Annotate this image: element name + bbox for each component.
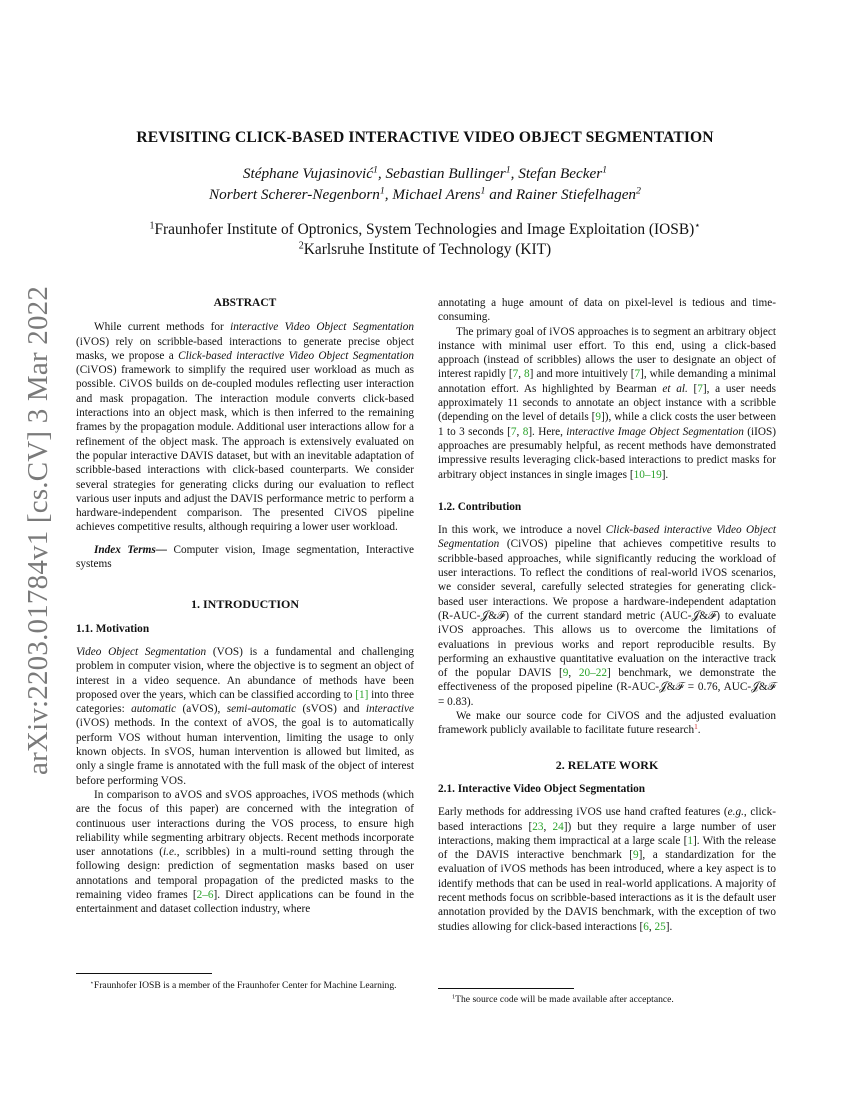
citation-link[interactable]: 7 [697,382,703,395]
abstract-heading: ABSTRACT [213,297,277,309]
affiliations: $^1$Fraunhofer Institute of Optronics, System Technologies and Image Exploitation (IOSB)⋆ $^2$Karlsruhe Institute of Technology (KIT) [149,220,701,258]
author-name: Sebastian Bullinger [385,165,506,182]
subsection-heading-contribution: 1.2. Contribution [438,500,522,513]
citation-link[interactable]: 8 [522,425,529,438]
author-name: Stefan Becker [518,165,603,182]
citation-link[interactable]: 7 [512,368,519,381]
citation-link[interactable]: 24 [552,820,564,833]
citation-link[interactable]: 9 [595,411,602,424]
citation-link[interactable]: 25 [654,920,666,933]
affiliation-1: Fraunhofer Institute of Optronics, System Technologies and Image Exploitation (IOSB) [154,221,695,238]
citation-link[interactable]: [1] [355,688,369,701]
paragraph: The primary goal of iVOS approaches is to segment an arbitrary object instance with minimal user effort. To this end, using a click-based approach (instead of scribbles) allows the user to designate an object of interest rapidly [7, 8] and more intuitively [7], while demanding a minimal annotation effort. As highlighted by Bearman et al. [7], a user needs approximately 11 seconds to annotate an object instance with a scribble (depending on the level of details [9]), while a click costs the user between 1 to 3 seconds [7, 8]. Here, interactive Image Object Segmentation (iIOS) approaches are presumably helpful, as recent methods have demonstrated impressive results leveraging click-based interactions to predict masks for arbitrary object instances in single images [10–19]. [438,325,777,481]
footnote-rule [438,988,574,989]
section-heading-introduction: 1. INTRODUCTION [190,597,299,612]
citation-link[interactable]: 20–22 [578,667,607,680]
paragraph: annotating a huge amount of data on pixel-level is tedious and time-consuming. [438,297,776,324]
affiliation-2: Karlsruhe Institute of Technology (KIT) [303,241,552,258]
author-name: Norbert Scherer-Negenborn [209,186,380,203]
left-column [76,296,414,917]
subsection-heading-motivation: 1.1. Motivation [76,622,150,635]
author-name: Michael Arens [392,186,481,203]
author-list: Stéphane Vujasinović$^1$, Sebastian Bullinger$^1$, Stefan Becker$^1$ Norbert Scherer-Negenborn$^1$, Michael Arens$^1$ and Rainer Stiefelhagen$^2$ [209,164,641,203]
paragraph: In this work, we introduce a novel Click-based interactive Video Object Segmentation (CiVOS) pipeline that achieves competitive results to scribble-based approaches, while significantly reducing the workload of user interactions. To reflect the conditions of real-world iVOS scenarios, we consider several, carefully selected strategies for generating click-based user interactions. We propose a hardware-independent adaptation (R-AUC-𝒥&ℱ) of the current standard metric (AUC-𝒥&ℱ) to evaluate iVOS approaches. This allows us to overcome the limitations of evaluations in previous works and report reproducible results. By performing an exhaustive quantitative evaluation on the interactive track of the popular DAVIS [9, 20–22] benchmark, we demonstrate the effectiveness of the proposed pipeline (R-AUC-𝒥&ℱ = 0.76, AUC-𝒥&ℱ = 0.83). [438,524,777,708]
footnote-left: ⋆Fraunhofer IOSB is a member of the Fraunhofer Center for Machine Learning. [90,979,397,991]
citation-link[interactable]: 7 [510,425,517,438]
author-name: Rainer Stiefelhagen [515,186,637,203]
paragraph: Early methods for addressing iVOS use hand crafted features (e.g., click-based interactions [23, 24]) but they require a large number of user interactions, making them impractical at a large scale [1]. With the release of the DAVIS interactive benchmark [9], a standardization for the evaluation of iVOS methods has been introduced, where a key aspect is to identify methods that can be used in real-world applications. A majority of recent methods focus on scribble-based interactions as it is the default user annotation provided by the DAVIS benchmark, with the exception of two studies allowing for click-based interactions [6, 25]. [438,806,777,933]
citation-link[interactable]: 9 [633,849,639,862]
citation-link[interactable]: 9 [562,667,569,680]
paper-title: REVISITING CLICK-BASED INTERACTIVE VIDEO OBJECT SEGMENTATION [136,129,714,146]
arxiv-stamp: arXiv:2203.01784v1 [cs.CV] 3 Mar 2022 [22,285,54,775]
subsection-heading-ivos: 2.1. Interactive Video Object Segmentation [438,782,646,795]
footnote-right: $^1$The source code will be made available after acceptance. [452,993,674,1005]
paragraph: We make our source code for CiVOS and the adjusted evaluation framework publicly available to facilitate future research$^1$. [438,710,776,737]
citation-link[interactable]: 10–19 [633,468,662,481]
footnote-marker[interactable]: 1 [694,722,698,732]
index-terms: Index Terms— Computer vision, Image segmentation, Interactive systems [76,543,415,571]
author-name: Stéphane Vujasinović [242,165,373,182]
citation-link[interactable]: 23 [532,820,544,833]
section-heading-related-work: 2. RELATE WORK [555,757,659,772]
footnote-rule [76,973,212,974]
citation-link[interactable]: 1 [687,834,694,847]
citation-link[interactable]: 6 [643,920,649,933]
right-column [438,296,776,934]
paragraph: In comparison to aVOS and sVOS approaches, iVOS methods (which are the focus of this paper) are concerned with the integration of continuous user interactions during the VOS process, to ensure high reliability while segmenting arbitrary objects. Recent methods incorporate user annotations (i.e., scribbles) in a multi-round setting through the following design: prediction of segmentation masks based on user annotations and temporal propagation of the predicted masks to the remaining video frames [2–6]. Direct applications can be found in the entertainment and dataset collection industry, where [76,788,414,916]
abstract-text: While current methods for interactive Video Object Segmentation (iVOS) rely on scribble-based interactions to generate precise object masks, we propose a Click-based interactive Video Object Segmentation (CiVOS) framework to simplify the required user workload as much as possible. CiVOS builds on de-coupled modules reflecting user interaction and mask propagation. The interaction module converts click-based interactions into an object mask, which is then inferred to the remaining frames by the propagation module. Additional user interactions allow for a refinement of the object mask. The approach is extensively evaluated on the popular interactive DAVIS dataset, but with an inevitable adaptation of scribble-based interactions with click-based counterparts. We consider several strategies for generating clicks during our evaluation to reflect various user inputs and adjust the DAVIS performance metric to perform a hardware-independent comparison. The presented CiVOS pipeline achieves competitive results, although requiring a lower user workload. [76,321,415,534]
paragraph: Video Object Segmentation (VOS) is a fundamental and challenging problem in computer vision, where the objective is to segment an object of interest in a video sequence. An abundance of methods have been proposed over the years, which can be classified according to [1] into three categories: automatic (aVOS), semi-automatic (sVOS) and interactive (iVOS) methods. In the context of aVOS, the goal is to automatically perform VOS without human intervention, limiting the usage to only known objects. In sVOS, human intervention is allowed but limited, as only a single frame is annotated with the full mask of the object of interest before performing VOS. [76,645,414,787]
citation-link[interactable]: 2–6 [196,888,214,901]
citation-link[interactable]: 8 [524,368,530,381]
citation-link[interactable]: 7 [634,368,641,381]
